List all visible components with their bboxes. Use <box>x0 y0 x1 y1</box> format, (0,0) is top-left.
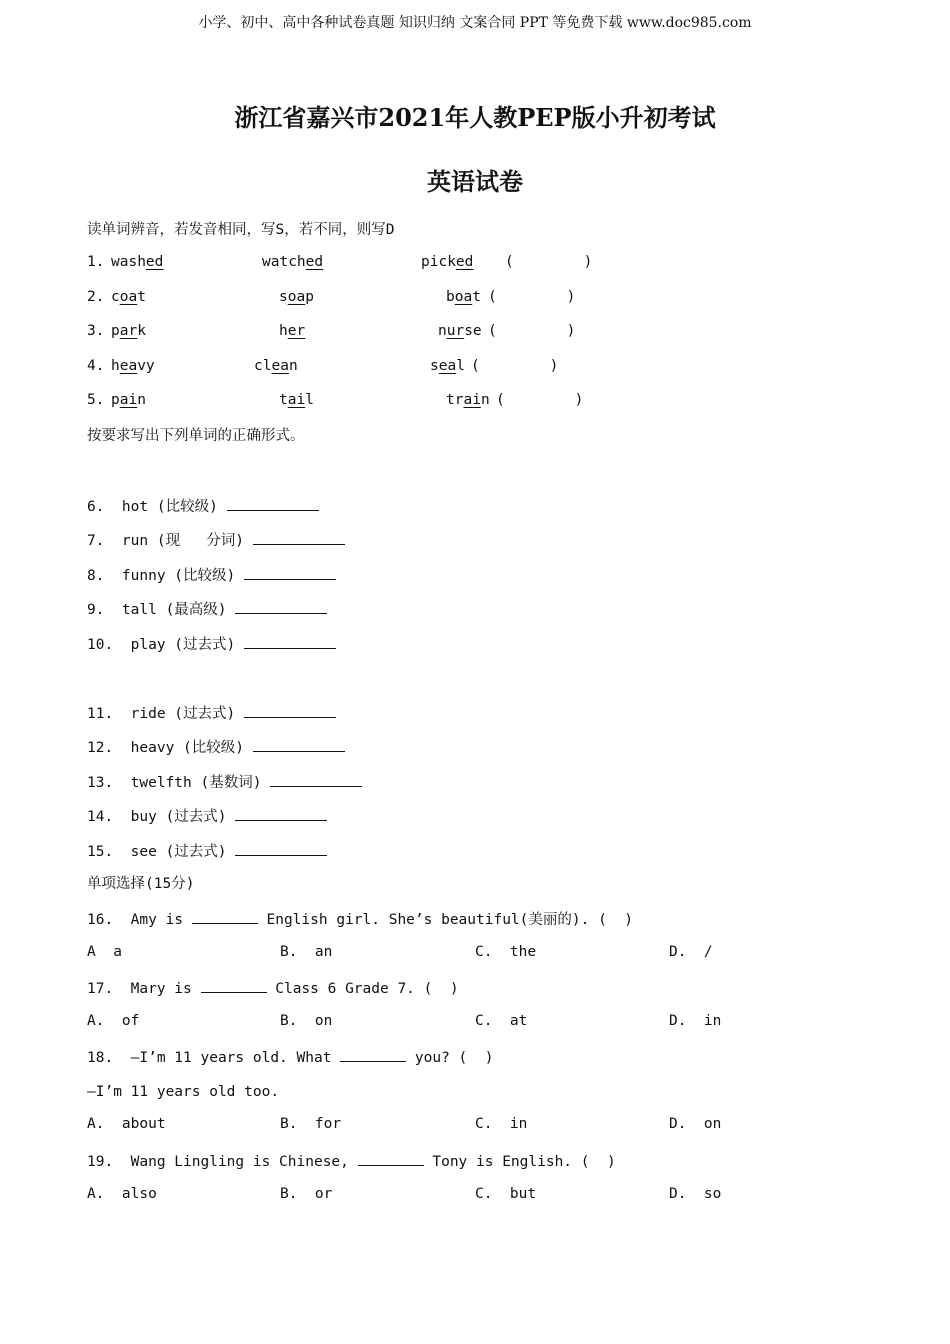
answer-blank[interactable] <box>201 978 267 993</box>
spacer <box>261 775 270 791</box>
answer-blank[interactable] <box>235 599 327 614</box>
spacer <box>235 637 244 653</box>
answer-option[interactable]: A. of <box>87 1013 140 1029</box>
question-text: 19. Wang Lingling is Chinese, <box>87 1154 358 1170</box>
page-header: 小学、初中、高中各种试卷真题 知识归纳 文案合同 PPT 等免费下载 www.doc985.com <box>198 15 752 31</box>
word-option <box>262 254 323 270</box>
answer-option[interactable]: D. / <box>669 944 713 960</box>
item-number: 2. <box>87 289 105 305</box>
word-part: n <box>288 358 298 374</box>
answer-option[interactable]: C. the <box>475 944 537 960</box>
exam-subtitle: 英语试卷 <box>427 167 523 196</box>
answer-option[interactable]: C. but <box>475 1186 537 1202</box>
underlined-letters: ea <box>119 358 138 374</box>
underlined-letters: ai <box>119 392 138 408</box>
word-part: n <box>438 323 447 339</box>
spacer <box>244 533 253 549</box>
underlined-letters: oa <box>287 289 306 305</box>
answer-blank[interactable] <box>253 737 345 752</box>
answer-blank[interactable] <box>270 772 362 787</box>
spacer <box>227 844 236 860</box>
answer-parentheses[interactable]: ( ) <box>488 289 576 305</box>
word-part: s <box>430 358 439 374</box>
word-form-item <box>87 496 319 517</box>
item-text: 10. play (过去式) <box>87 637 236 653</box>
answer-blank[interactable] <box>244 565 336 580</box>
word-part: t <box>137 289 146 305</box>
section1-instruction: 读单词辨音，若发音相同，写S，若不同，则写D <box>87 222 395 238</box>
word-form-item <box>87 737 345 758</box>
spacer <box>218 499 227 515</box>
answer-blank[interactable] <box>340 1047 406 1062</box>
word-option <box>279 289 314 305</box>
underlined-letters: oa <box>119 289 138 305</box>
word-part: s <box>279 289 288 305</box>
word-option <box>279 392 314 408</box>
word-part: t <box>279 392 288 408</box>
answer-blank[interactable] <box>192 909 258 924</box>
answer-option[interactable]: A. about <box>87 1116 166 1132</box>
word-part: h <box>279 323 288 339</box>
word-form-item <box>87 599 327 620</box>
answer-option[interactable]: D. in <box>669 1013 722 1029</box>
word-part: c <box>111 289 120 305</box>
question-text: you? ( ) <box>406 1050 494 1066</box>
answer-option[interactable]: D. so <box>669 1186 722 1202</box>
word-part: b <box>446 289 455 305</box>
word-part: h <box>111 358 120 374</box>
word-part: l <box>305 392 314 408</box>
word-option <box>111 392 146 408</box>
word-option <box>254 358 298 374</box>
word-part: t <box>472 289 481 305</box>
question-text: Tony is English. ( ) <box>423 1154 616 1170</box>
item-number: 5. <box>87 392 105 408</box>
answer-option[interactable]: D. on <box>669 1116 722 1132</box>
item-number: 1. <box>87 254 105 270</box>
item-text: 9. tall (最高级) <box>87 602 227 618</box>
spacer <box>235 568 244 584</box>
word-part: wash <box>111 254 146 270</box>
word-option <box>446 289 481 305</box>
word-part: n <box>137 392 146 408</box>
word-part: k <box>137 323 146 339</box>
word-part: pick <box>421 254 456 270</box>
exam-title: 浙江省嘉兴市2021年人教PEP版小升初考试 <box>234 103 716 132</box>
item-text: 11. ride (过去式) <box>87 706 236 722</box>
word-option <box>111 323 146 339</box>
answer-blank[interactable] <box>227 496 319 511</box>
item-text: 8. funny (比较级) <box>87 568 236 584</box>
spacer <box>227 809 236 825</box>
underlined-letters: ar <box>119 323 138 339</box>
answer-option[interactable]: B. or <box>280 1186 333 1202</box>
question-stem <box>87 909 633 930</box>
section2-instruction: 按要求写出下列单词的正确形式。 <box>87 428 305 444</box>
answer-blank[interactable] <box>244 703 336 718</box>
underlined-letters: ea <box>271 358 289 374</box>
answer-option[interactable]: B. on <box>280 1013 333 1029</box>
word-part: n <box>480 392 490 408</box>
word-form-item <box>87 772 362 793</box>
underlined-letters: oa <box>454 289 473 305</box>
question-text: Class 6 Grade 7. ( ) <box>266 981 459 997</box>
question-text: 17. Mary is <box>87 981 201 997</box>
item-text: 15. see (过去式) <box>87 844 227 860</box>
word-part: cl <box>254 358 272 374</box>
item-number: 3. <box>87 323 105 339</box>
underlined-letters: ea <box>438 358 457 374</box>
answer-option[interactable]: C. at <box>475 1013 528 1029</box>
underlined-letters: ed <box>305 254 324 270</box>
underlined-letters: ur <box>446 323 465 339</box>
dialogue-reply: —I’m 11 years old too. <box>87 1084 280 1100</box>
word-part: watch <box>262 254 306 270</box>
word-part: tr <box>446 392 464 408</box>
underlined-letters: er <box>287 323 306 339</box>
word-part: vy <box>137 358 155 374</box>
item-text: 14. buy (过去式) <box>87 809 227 825</box>
answer-option[interactable]: B. an <box>280 944 333 960</box>
question-stem <box>87 978 459 999</box>
item-text: 6. hot (比较级) <box>87 499 218 515</box>
answer-option[interactable]: B. for <box>280 1116 342 1132</box>
item-text: 13. twelfth (基数词) <box>87 775 262 791</box>
word-option <box>111 289 146 305</box>
word-option <box>430 358 465 374</box>
question-stem <box>87 1151 616 1172</box>
question-stem <box>87 1047 493 1068</box>
word-part: se <box>464 323 482 339</box>
word-form-item <box>87 841 327 862</box>
underlined-letters: ed <box>455 254 474 270</box>
word-option <box>421 254 473 270</box>
question-text: 18. —I’m 11 years old. What <box>87 1050 341 1066</box>
word-option <box>279 323 305 339</box>
word-part: p <box>111 323 120 339</box>
answer-blank[interactable] <box>253 530 345 545</box>
word-option <box>446 392 490 408</box>
word-form-item <box>87 634 336 655</box>
word-form-item <box>87 806 327 827</box>
question-text: English girl. She’s beautiful(美丽的). ( ) <box>257 912 633 928</box>
word-part: p <box>111 392 120 408</box>
answer-blank[interactable] <box>244 634 336 649</box>
answer-parentheses[interactable]: ( ) <box>496 392 584 408</box>
question-text: 16. Amy is <box>87 912 192 928</box>
word-form-item <box>87 565 336 586</box>
answer-option[interactable]: C. in <box>475 1116 528 1132</box>
word-part: l <box>456 358 465 374</box>
answer-blank[interactable] <box>235 841 327 856</box>
spacer <box>244 740 253 756</box>
word-form-item <box>87 530 345 551</box>
underlined-letters: ai <box>287 392 306 408</box>
item-text: 12. heavy (比较级) <box>87 740 244 756</box>
answer-blank[interactable] <box>358 1151 424 1166</box>
word-form-item <box>87 703 336 724</box>
word-part: p <box>305 289 314 305</box>
answer-option[interactable]: A. also <box>87 1186 157 1202</box>
answer-blank[interactable] <box>235 806 327 821</box>
answer-parentheses[interactable]: ( ) <box>471 358 559 374</box>
word-option <box>111 254 163 270</box>
spacer <box>227 602 236 618</box>
word-option <box>438 323 482 339</box>
word-option <box>111 358 155 374</box>
underlined-letters: ai <box>463 392 481 408</box>
item-number: 4. <box>87 358 105 374</box>
answer-parentheses[interactable]: ( ) <box>488 323 576 339</box>
item-text: 7. run (现 分词) <box>87 533 244 549</box>
answer-parentheses[interactable]: ( ) <box>505 254 593 270</box>
spacer <box>235 706 244 722</box>
underlined-letters: ed <box>145 254 164 270</box>
section3-instruction: 单项选择(15分) <box>87 876 195 892</box>
answer-option[interactable]: A a <box>87 944 122 960</box>
